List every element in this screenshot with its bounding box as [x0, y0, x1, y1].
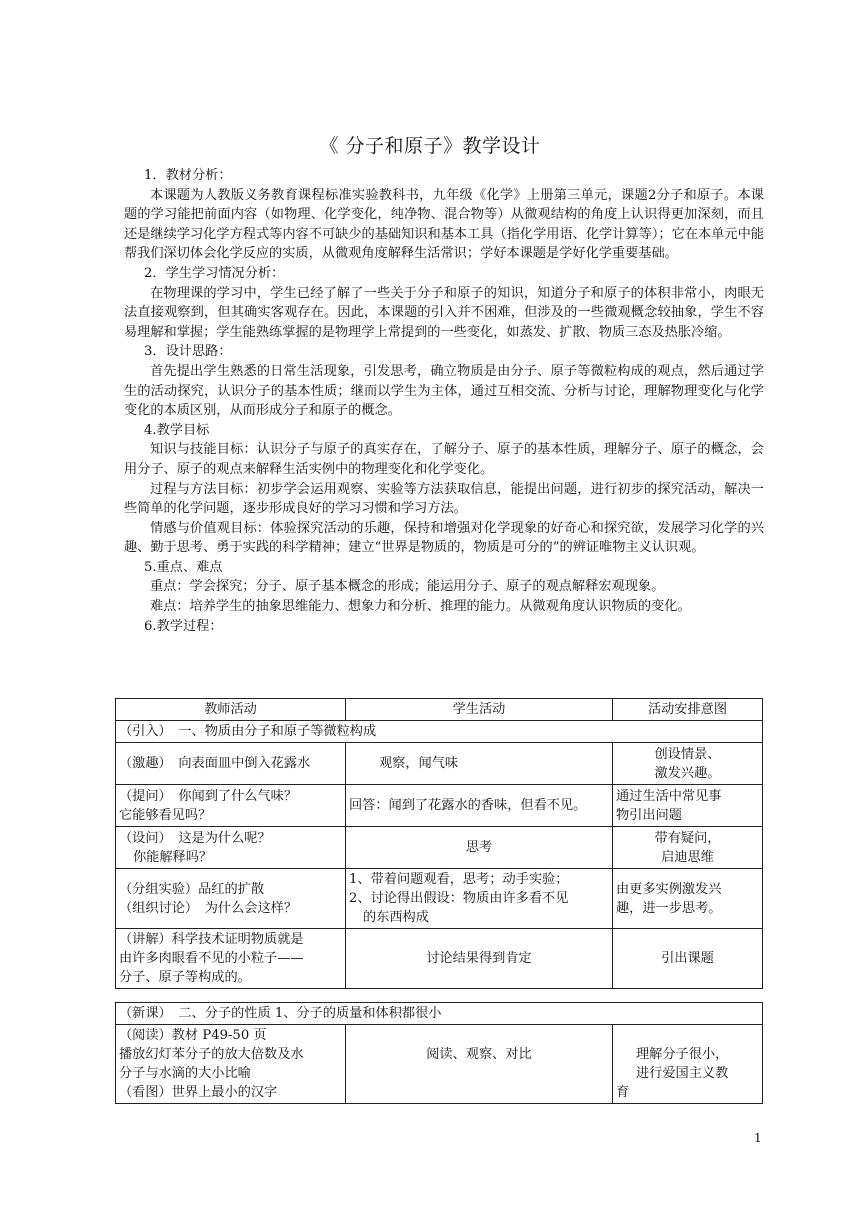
- teacher-line: （讲解）科学技术证明物质就是: [119, 932, 304, 947]
- intent-cell: 引出课题: [613, 929, 763, 989]
- student-cell: 阅读、观察、对比: [346, 1025, 613, 1104]
- page-title: 《 分子和原子》教学设计: [319, 135, 541, 157]
- student-text: 观察，闻气味: [379, 756, 459, 771]
- difficult-point: 难点：培养学生的抽象思维能力、想象力和分析、推理的能力。从微观角度认识物质的变化。: [150, 599, 691, 615]
- goal-process: 过程与方法目标：初步学会运用观察、实验等方法获取信息，能提出问题，进行初步的探究活动，解决一些简单的化学问题，逐步形成良好的学习习惯和学习方法。: [124, 481, 764, 517]
- key-point: 重点：学会探究；分子、原子基本概念的形成；能运用分子、原子的观点解释宏观现象。: [150, 579, 665, 595]
- teaching-process-table: [115, 698, 763, 989]
- intent-line: 启迪思维: [661, 849, 714, 865]
- teacher-line: （阅读）教材 P49-50 页: [119, 1028, 267, 1043]
- student-line: 1、带着问题观看，思考；动手实验；: [349, 872, 569, 887]
- section-heading-3: 3．设计思路：: [144, 344, 232, 360]
- student-cell: 讨论结果得到肯定: [346, 929, 613, 989]
- intent-line: 育: [616, 1085, 630, 1100]
- section-heading-2: 2．学生学习情况分析：: [144, 265, 285, 281]
- teacher-line: 你能解释吗？: [133, 849, 213, 865]
- teacher-line: 它能够看见吗？: [119, 807, 212, 823]
- student-cell: 思考: [346, 827, 613, 869]
- header-intent: 活动安排意图: [613, 699, 763, 721]
- teacher-line: 分子与水滴的大小比喻: [119, 1066, 251, 1081]
- section-text-1: 本课题为人教版义务教育课程标准实验教科书，九年级《化学》上册第三单元，课题2分子和原子。本课题的学习能把前面内容（如物理、化学变化，纯净物、混合物等）从微观结构的角度上认识得更加深刻，而且还是继续学习化学方程式等内容不可缺少的基础知识和基本工具（指化学用语、化学计算等）；它在本单元中能帮我们深切体会化学反应的实质，从微观角度解释生活常识；学好本课题是学好化学重要基础。: [124, 187, 764, 262]
- table-row: [116, 869, 763, 929]
- intent-line: 激发兴趣。: [654, 765, 721, 781]
- goal-knowledge: 知识与技能目标：认识分子与原子的真实存在，了解分子、原子的基本性质，理解分子、原子的概念，会用分子、原子的观点来解释生活实例中的物理变化和化学变化。: [124, 442, 764, 477]
- teacher-line: 播放幻灯苯分子的放大倍数及水: [119, 1047, 304, 1062]
- teacher-line: （看图）世界上最小的汉字: [119, 1085, 278, 1100]
- teacher-line: 分子、原子等构成的。: [119, 970, 251, 985]
- page-number: 1: [754, 1131, 762, 1145]
- intent-line: 进行爱国主义教: [636, 1066, 729, 1081]
- section-text-2: 在物理课的学习中，学生已经了解了一些关于分子和原子的知识，知道分子和原子的体积非常小，肉眼无法直接观察到，但其确实客观存在。因此，本课题的引入并不困难，但涉及的一些微观概念较抽象，学生不容易理解和掌握；学生能熟练掌握的是物理学上常提到的一些变化，如蒸发、扩散、物质三态及热胀冷缩。: [124, 285, 764, 340]
- table-row: [116, 929, 763, 989]
- student-cell: [346, 743, 613, 785]
- section-heading-4: 4.教学目标: [144, 422, 210, 438]
- body-text: [124, 166, 764, 636]
- intent-line: 由更多实例激发兴: [616, 881, 722, 897]
- intent-line: 带有疑问，: [654, 830, 721, 846]
- header-teacher: 教师活动: [116, 699, 346, 721]
- teacher-cell: [116, 929, 346, 989]
- intent-line: 创设情景、: [654, 746, 721, 762]
- intent-line: 趣，进一步思考。: [616, 900, 722, 916]
- teaching-process-table-2: [115, 1002, 763, 1104]
- intent-line: 通过生活中常见事: [616, 788, 722, 804]
- intent-cell: [613, 827, 763, 869]
- table-row: [116, 721, 763, 743]
- table-row: [116, 1003, 763, 1025]
- table-header-row: [116, 699, 763, 721]
- section-text-3: 首先提出学生熟悉的日常生活现象，引发思考，确立物质是由分子、原子等微粒构成的观点，然后通过学生的活动探究，认识分子的基本性质；继而以学生为主体，通过互相交流、分析与讨论，理解物理变化与化学变化的本质区别，从而形成分子和原子的概念。: [124, 363, 764, 419]
- teacher-line: 由许多肉眼看不见的小粒子——: [119, 951, 304, 966]
- section-heading-5: 5.重点、难点: [144, 559, 223, 575]
- intent-line: 理解分子很小，: [636, 1047, 729, 1062]
- intent-cell: [613, 743, 763, 785]
- section-heading-6: 6.教学过程：: [144, 618, 223, 634]
- intent-cell: [613, 869, 763, 929]
- header-student: 学生活动: [346, 699, 613, 721]
- teacher-cell: [116, 869, 346, 929]
- student-line: 的东西构成: [363, 910, 429, 925]
- goal-emotion: 情感与价值观目标：体验探究活动的乐趣，保持和增强对化学现象的好奇心和探究欲，发展学习化学的兴趣、勤于思考、勇于实践的科学精神；建立“世界是物质的，物质是可分的”的辨证唯物主义认识观。: [124, 520, 764, 556]
- intent-line: 物引出问题: [616, 807, 682, 823]
- new-lesson-row: （新课） 二、分子的性质 1、分子的质量和体积都很小: [116, 1003, 763, 1025]
- teacher-cell: [116, 1025, 346, 1104]
- teacher-line: （设问） 这是为什么呢？: [119, 830, 271, 846]
- teacher-line: （分组实验）品红的扩散: [119, 881, 265, 897]
- intent-cell: [613, 785, 763, 827]
- intent-cell: [613, 1025, 763, 1104]
- teacher-cell: （激趣） 向表面皿中倒入花露水: [116, 743, 346, 785]
- table-row: [116, 785, 763, 827]
- table-row: [116, 1025, 763, 1104]
- teacher-cell: [116, 827, 346, 869]
- table-row: [116, 743, 763, 785]
- student-cell: 回答：闻到了花露水的香味，但看不见。: [346, 785, 613, 827]
- student-line: 2、讨论得出假设：物质由许多看不见: [349, 891, 569, 906]
- student-cell: [346, 869, 613, 929]
- intro-row: （引入） 一、物质由分子和原子等微粒构成: [116, 721, 763, 743]
- table-row: [116, 827, 763, 869]
- teacher-cell: [116, 785, 346, 827]
- section-heading-1: 1．教材分析：: [144, 168, 232, 183]
- teacher-line: （提问） 你闻到了什么气味？: [119, 788, 298, 804]
- teacher-line: （组织讨论） 为什么会这样？: [119, 900, 298, 916]
